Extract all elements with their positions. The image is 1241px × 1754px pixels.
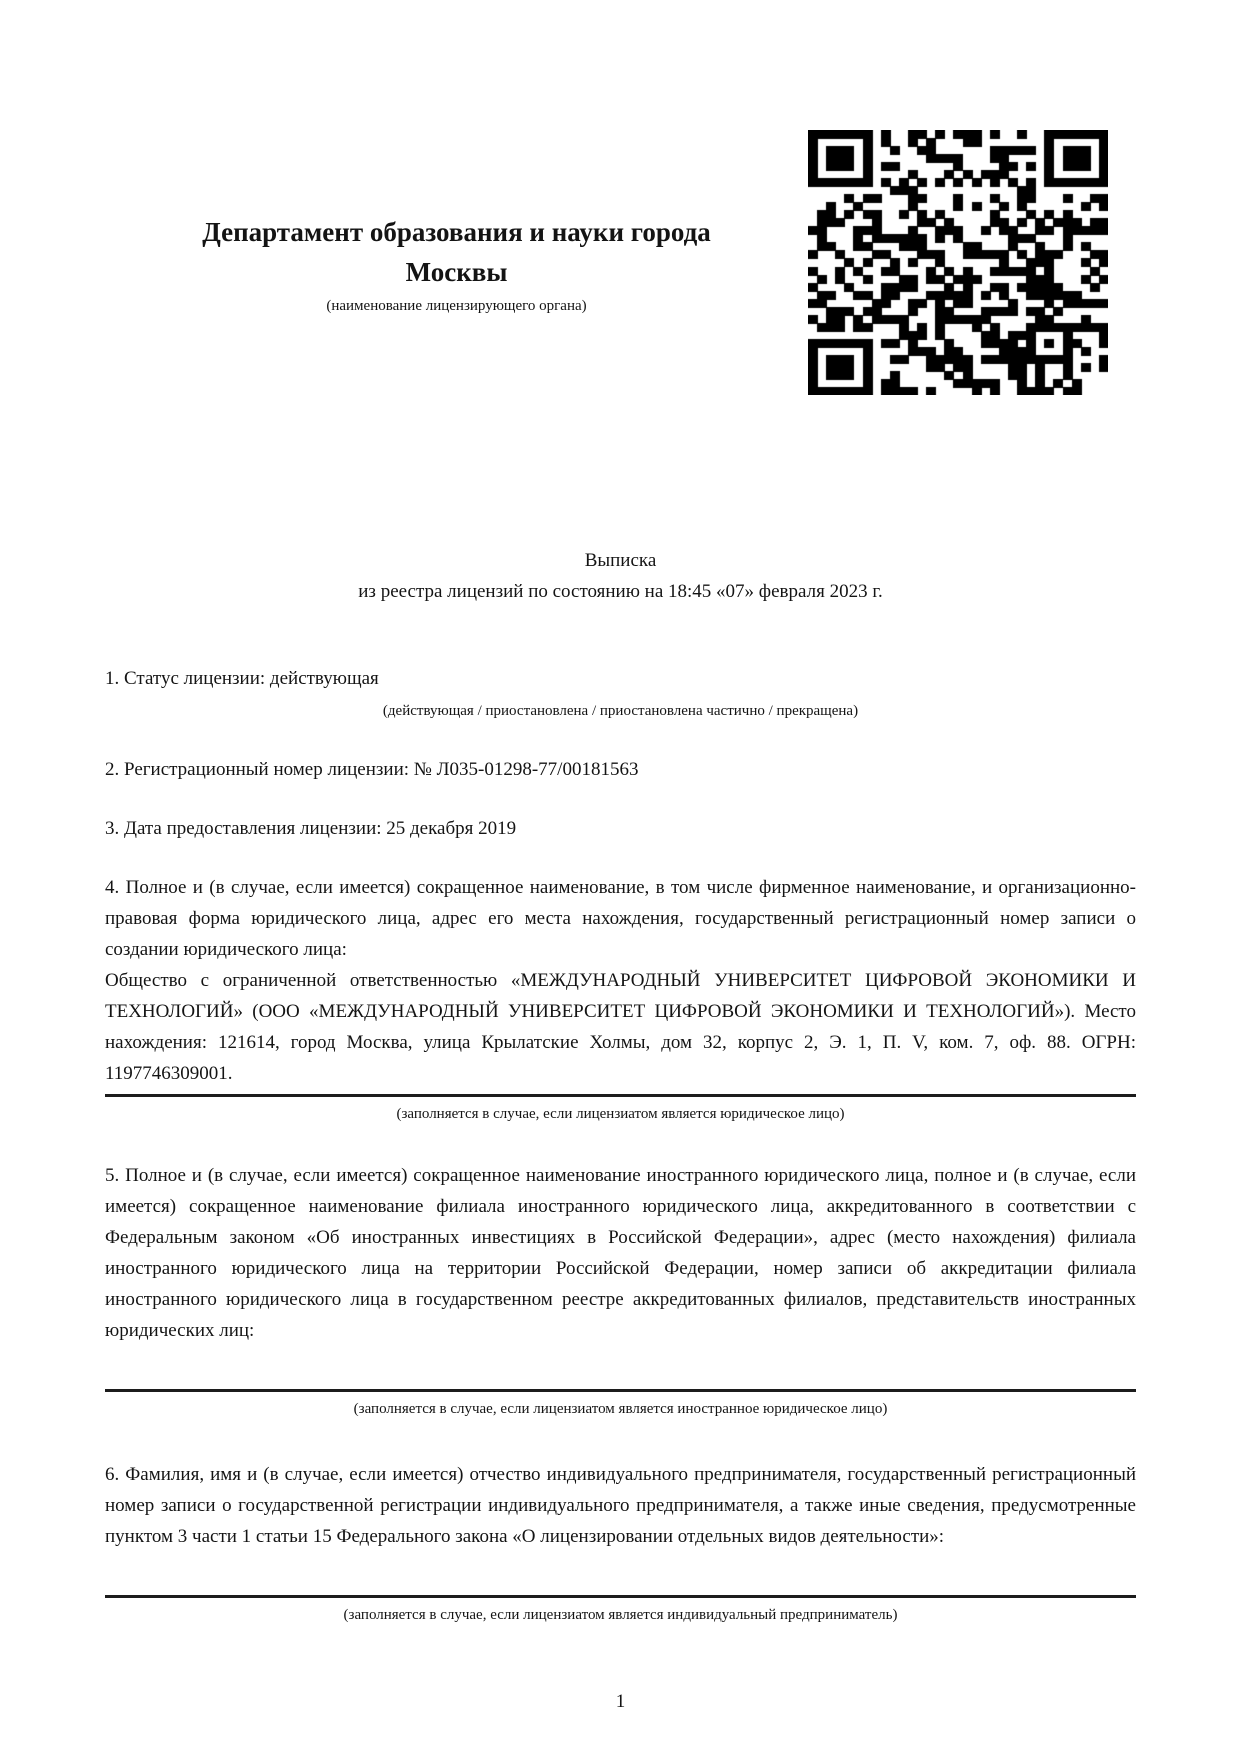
field-foreign-entity-caption: (заполняется в случае, если лицензиатом является иностранное юридическое лицо) <box>353 1401 888 1417</box>
qr-code-icon <box>808 130 1108 395</box>
field-grant-date <box>105 813 1136 844</box>
field-registration-number-text: 2. Регистрационный номер лицензии: № Л035-01298-77/00181563 <box>105 759 639 780</box>
document-title-line2: из реестра лицензий по состоянию на 18:45 «07» февраля 2023 г. <box>358 581 883 602</box>
document-title-line1: Выписка <box>584 550 657 571</box>
qr-code-container <box>808 130 1108 395</box>
field-foreign-entity-text: 5. Полное и (в случае, если имеется) сокращенное наименование иностранного юридического лица, полное и (в случае, если имеется) сокращенное наименование филиала иностранного юридического лица, аккредитованного в соответствии с Федеральным законом «Об иностранных инвестициях в Российской Федерации», адрес (место нахождения) филиала иностранного юридического лица на территории Российской Федерации, номер записи об аккредитации филиала иностранного юридического лица в государственном реестре аккредитованных филиалов, представительств иностранных юридических лиц: <box>105 1165 1136 1341</box>
document-title <box>105 545 1136 607</box>
field-individual-entrepreneur-text: 6. Фамилия, имя и (в случае, если имеется) отчество индивидуального предпринимателя, государственный регистрационный номер записи о государственной регистрации индивидуального предпринимателя, а также иные сведения, предусмотренные пунктом 3 части 1 статьи 15 Федерального закона «О лицензировании отдельных видов деятельности»: <box>105 1464 1136 1547</box>
fill-line-legal-entity <box>105 1094 1136 1097</box>
fill-line-foreign-entity <box>105 1389 1136 1392</box>
page-number: 1 <box>615 1691 626 1712</box>
field-license-status-caption: (действующая / приостановлена / приостановлена частично / прекращена) <box>382 703 859 719</box>
field-license-status-text: 1. Статус лицензии: действующая <box>105 668 379 689</box>
field-license-status <box>105 663 1136 721</box>
field-grant-date-text: 3. Дата предоставления лицензии: 25 декабря 2019 <box>105 818 517 839</box>
field-foreign-entity <box>105 1160 1136 1419</box>
fill-space-foreign-entity <box>105 1346 1136 1384</box>
authority-name: Департамент образования и науки города Москвы <box>202 217 711 287</box>
authority-caption: (наименование лицензирующего органа) <box>326 298 587 314</box>
fill-space-individual-entrepreneur <box>105 1552 1136 1590</box>
field-individual-entrepreneur-caption: (заполняется в случае, если лицензиатом является индивидуальный предприниматель) <box>343 1607 898 1623</box>
field-individual-entrepreneur <box>105 1459 1136 1625</box>
field-legal-entity <box>105 872 1136 1124</box>
fill-line-individual-entrepreneur <box>105 1595 1136 1598</box>
licensing-authority-block <box>105 130 808 315</box>
header <box>105 130 1136 395</box>
field-legal-entity-caption: (заполняется в случае, если лицензиатом является юридическое лицо) <box>396 1106 845 1122</box>
field-registration-number <box>105 754 1136 785</box>
field-legal-entity-value: Общество с ограниченной ответственностью «МЕЖДУНАРОДНЫЙ УНИВЕРСИТЕТ ЦИФРОВОЙ ЭКОНОМИКИ И ТЕХНОЛОГИЙ» (ООО «МЕЖДУНАРОДНЫЙ УНИВЕРСИТЕТ ЦИФРОВОЙ ЭКОНОМИКИ И ТЕХНОЛОГИЙ»). Место нахождения: 121614, город Москва, улица Крылатские Холмы, дом 32, корпус 2, Э. 1, П. V, ком. 7, оф. 88. ОГРН: 1197746309001. <box>105 970 1136 1084</box>
field-legal-entity-text: 4. Полное и (в случае, если имеется) сокращенное наименование, в том числе фирменное наименование, и организационно-правовая форма юридического лица, адрес его места нахождения, государственный регистрационный номер записи о создании юридического лица: <box>105 877 1136 960</box>
